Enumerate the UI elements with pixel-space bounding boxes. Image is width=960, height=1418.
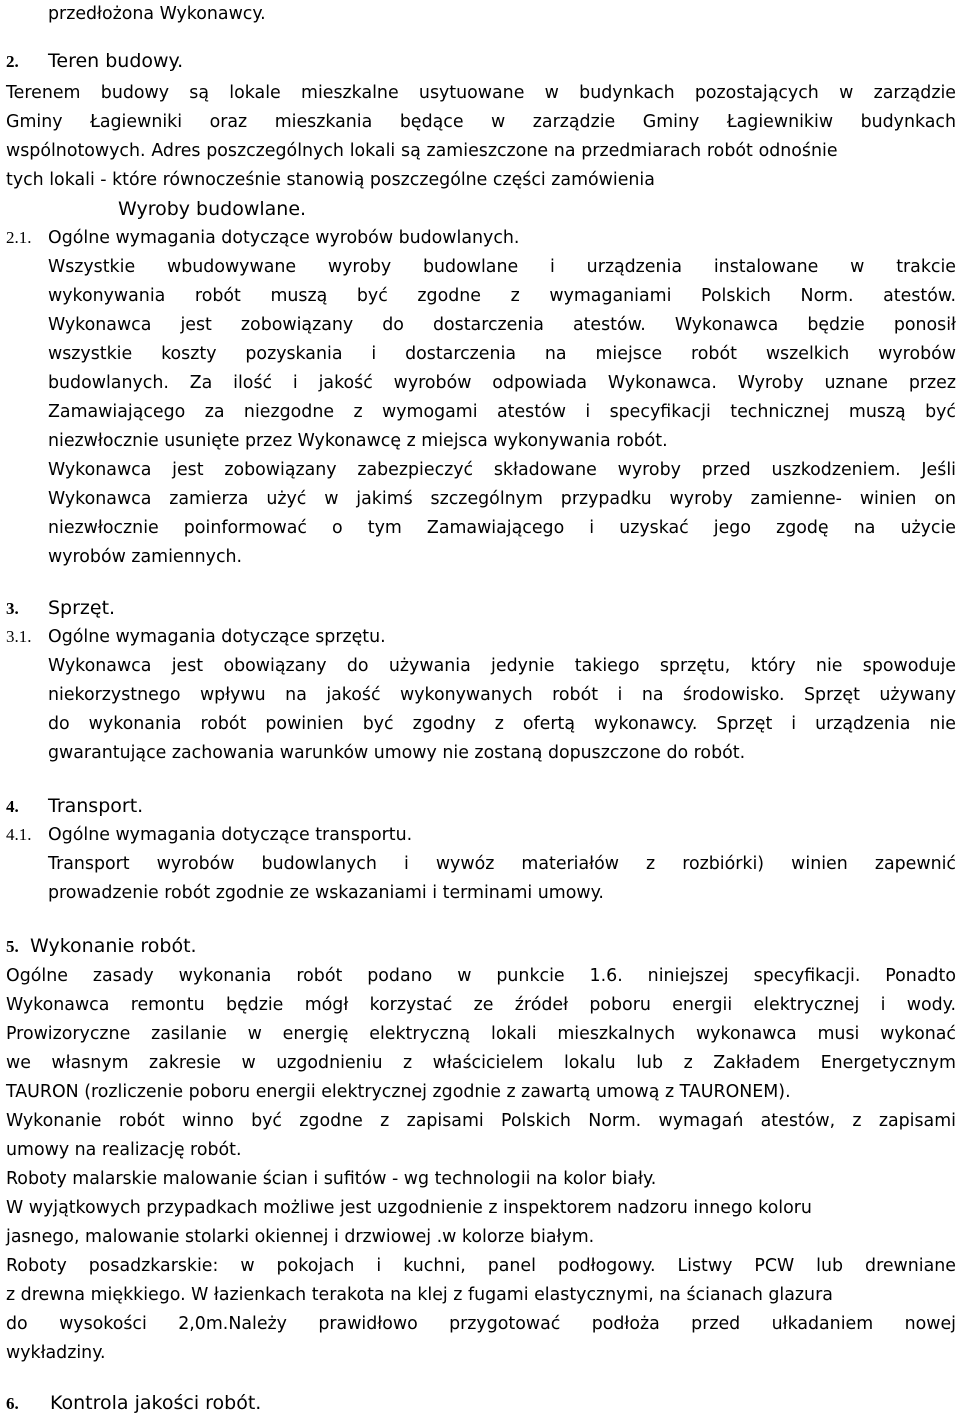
subsection-title: Ogólne wymagania dotyczące sprzętu. bbox=[48, 627, 386, 647]
paragraph-line: Wykonawca jest obowiązany do używania jedynie takiego sprzętu, który nie spowoduje bbox=[48, 656, 956, 676]
subsection-2-1-heading bbox=[6, 224, 519, 252]
paragraph-line: Wykonawca jest zobowiązany do dostarczenia atestów. Wykonawca będzie ponosił bbox=[48, 315, 956, 335]
paragraph-line: W wyjątkowych przypadkach możliwe jest uzgodnienie z inspektorem nadzoru innego koloru bbox=[6, 1198, 812, 1218]
subsection-4-1-heading bbox=[6, 821, 412, 849]
paragraph-line: Ogólne zasady wykonania robót podano w punkcie 1.6. niniejszej specyfikacji. Ponadto bbox=[6, 966, 956, 986]
paragraph-line: Wykonawca zamierza użyć w jakimś szczególnym przypadku wyroby zamienne- winien on bbox=[48, 489, 956, 509]
paragraph-line: wykładziny. bbox=[6, 1343, 106, 1363]
paragraph-line: TAURON (rozliczenie poboru energii elektrycznej zgodnie z zawartą umową z TAURONEM). bbox=[6, 1082, 791, 1102]
section-6-heading bbox=[6, 1389, 261, 1417]
section-number: 6. bbox=[6, 1394, 19, 1413]
paragraph-line: Roboty malarskie malowanie ścian i sufitów - wg technologii na kolor biały. bbox=[6, 1169, 657, 1189]
paragraph-line: Wszystkie wbudowywane wyroby budowlane i urządzenia instalowane w trakcie bbox=[48, 257, 956, 277]
paragraph-line: do wykonania robót powinien być zgodny z ofertą wykonawcy. Sprzęt i urządzenia nie bbox=[48, 714, 956, 734]
paragraph-line: Roboty posadzkarskie: w pokojach i kuchni, panel podłogowy. Listwy PCW lub drewniane bbox=[6, 1256, 956, 1276]
paragraph-line: Wykonanie robót winno być zgodne z zapisami Polskich Norm. wymagań atestów, z zapisami bbox=[6, 1111, 956, 1131]
paragraph-line: gwarantujące zachowania warunków umowy nie zostaną dopuszczone do robót. bbox=[48, 743, 746, 763]
paragraph-line: niekorzystnego wpływu na jakość wykonywanych robót i na środowisko. Sprzęt używany bbox=[48, 685, 956, 705]
intro-tail-line: przedłożona Wykonawcy. bbox=[48, 4, 266, 24]
paragraph-line: wykonywania robót muszą być zgodne z wymaganiami Polskich Norm. atestów. bbox=[48, 286, 956, 306]
section-3-heading bbox=[6, 594, 115, 622]
paragraph-line: niezwłocznie poinformować o tym Zamawiającego i uzyskać jego zgodę na użycie bbox=[48, 518, 956, 538]
paragraph-line: Wykonawca remontu będzie mógł korzystać ze źródeł poboru energii elektrycznej i wody. bbox=[6, 995, 956, 1015]
subheading-wyroby: Wyroby budowlane. bbox=[118, 198, 307, 220]
section-title: Transport. bbox=[48, 795, 144, 817]
paragraph-line: Wykonawca jest zobowiązany zabezpieczyć składowane wyroby przed uszkodzeniem. Jeśli bbox=[48, 460, 956, 480]
section-number: 2. bbox=[6, 52, 19, 71]
paragraph-line: Prowizoryczne zasilanie w energię elektryczną lokali mieszkalnych wykonawca musi wykonać bbox=[6, 1024, 956, 1044]
subsection-title: Ogólne wymagania dotyczące wyrobów budowlanych. bbox=[48, 228, 520, 248]
paragraph-line: we własnym zakresie w uzgodnieniu z właścicielem lokalu lub z Zakładem Energetycznym bbox=[6, 1053, 956, 1073]
paragraph-line: Zamawiającego za niezgodne z wymogami atestów i specyfikacji technicznej muszą być bbox=[48, 402, 956, 422]
paragraph-line: tych lokali - które równocześnie stanowią poszczególne części zamówienia bbox=[6, 170, 655, 190]
section-5-heading bbox=[6, 932, 197, 960]
paragraph-line: do wysokości 2,0m.Należy prawidłowo przygotować podłoża przed ułkadaniem nowej bbox=[6, 1314, 956, 1334]
paragraph-line: z drewna miękkiego. W łazienkach terakota na klej z fugami elastycznymi, na ścianach glazura bbox=[6, 1285, 833, 1305]
paragraph-line: wspólnotowych. Adres poszczególnych lokali są zamieszczone na przedmiarach robót odnośnie bbox=[6, 141, 838, 161]
section-title: Sprzęt. bbox=[48, 597, 116, 619]
section-number: 5. bbox=[6, 937, 19, 956]
subsection-3-1-heading bbox=[6, 623, 386, 651]
section-number: 3. bbox=[6, 599, 19, 618]
paragraph-line: wszystkie koszty pozyskania i dostarczenia na miejsce robót wszelkich wyrobów bbox=[48, 344, 956, 364]
paragraph-line: budowlanych. Za ilość i jakość wyrobów odpowiada Wykonawca. Wyroby uznane przez bbox=[48, 373, 956, 393]
section-title: Wykonanie robót. bbox=[30, 935, 197, 957]
section-2-heading bbox=[6, 47, 183, 75]
subsection-number: 2.1. bbox=[6, 228, 32, 247]
subsection-number: 4.1. bbox=[6, 825, 32, 844]
paragraph-line: jasnego, malowanie stolarki okiennej i drzwiowej .w kolorze białym. bbox=[6, 1227, 595, 1247]
section-4-heading bbox=[6, 792, 143, 820]
paragraph-line: Transport wyrobów budowlanych i wywóz materiałów z rozbiórki) winien zapewnić bbox=[48, 854, 956, 874]
paragraph-line: umowy na realizację robót. bbox=[6, 1140, 242, 1160]
paragraph-line: niezwłocznie usunięte przez Wykonawcę z miejsca wykonywania robót. bbox=[48, 431, 668, 451]
section-title: Teren budowy. bbox=[48, 50, 184, 72]
section-number: 4. bbox=[6, 797, 19, 816]
paragraph-line: prowadzenie robót zgodnie ze wskazaniami i terminami umowy. bbox=[48, 883, 604, 903]
section-title: Kontrola jakości robót. bbox=[50, 1392, 262, 1414]
paragraph-line: Gminy Łagiewniki oraz mieszkania będące w zarządzie Gminy Łagiewnikiw budynkach bbox=[6, 112, 956, 132]
paragraph-line: Terenem budowy są lokale mieszkalne usytuowane w budynkach pozostających w zarządzie bbox=[6, 83, 956, 103]
subsection-number: 3.1. bbox=[6, 627, 32, 646]
paragraph-line: wyrobów zamiennych. bbox=[48, 547, 243, 567]
subsection-title: Ogólne wymagania dotyczące transportu. bbox=[48, 825, 413, 845]
